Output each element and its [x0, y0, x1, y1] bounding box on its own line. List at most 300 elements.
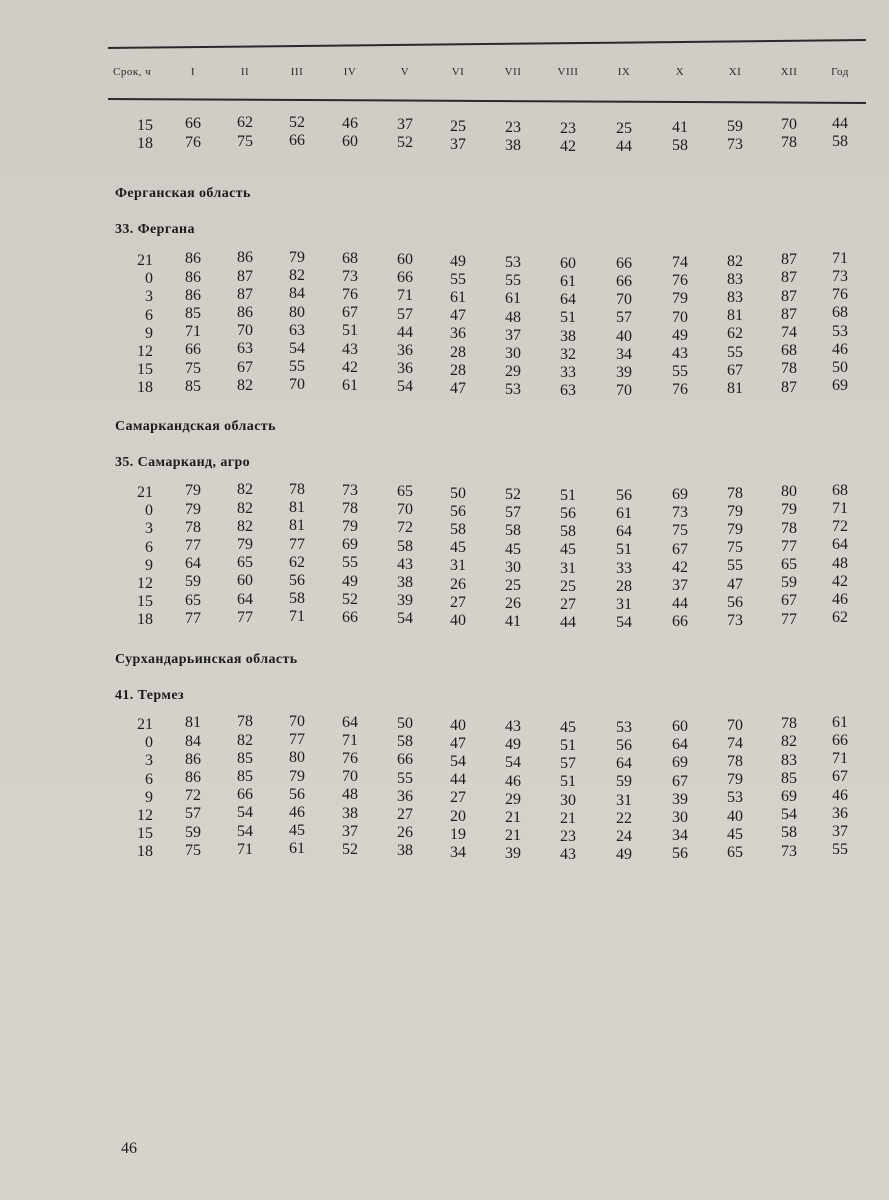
value-cell: 67 [672, 772, 688, 790]
table-row [0, 767, 889, 791]
value-cell: 28 [616, 577, 632, 595]
value-cell: 46 [505, 772, 521, 790]
value-cell: 37 [672, 577, 688, 595]
value-cell: 70 [397, 501, 413, 519]
value-cell: 54 [505, 754, 521, 772]
value-cell: 50 [832, 358, 848, 376]
value-cell: 78 [237, 713, 253, 731]
value-cell: 67 [832, 768, 848, 786]
value-cell: 30 [505, 345, 521, 362]
value-cell: 49 [342, 572, 358, 590]
value-cell: 72 [185, 787, 201, 805]
value-cell: 76 [185, 133, 201, 151]
header-month-column: XI [728, 66, 742, 78]
time-cell: 9 [145, 788, 153, 806]
table-row [0, 114, 889, 137]
value-cell: 73 [727, 612, 743, 630]
value-cell: 75 [185, 841, 201, 859]
header-month-column: V [400, 66, 410, 78]
value-cell: 81 [185, 714, 201, 732]
value-cell: 47 [450, 379, 466, 397]
value-cell: 25 [450, 117, 466, 135]
value-cell: 70 [289, 376, 305, 394]
table-row [0, 517, 889, 541]
value-cell: 51 [342, 322, 358, 340]
header-month-column: Год [831, 66, 849, 78]
table-row [0, 785, 889, 809]
table-row [0, 553, 889, 577]
value-cell: 26 [505, 595, 521, 613]
value-cell: 81 [727, 380, 743, 398]
value-cell: 27 [450, 593, 466, 611]
value-cell: 60 [397, 250, 413, 268]
value-cell: 27 [560, 596, 576, 614]
value-cell: 48 [832, 554, 848, 572]
value-cell: 31 [616, 791, 632, 809]
value-cell: 82 [237, 376, 253, 394]
time-cell: 0 [145, 734, 153, 752]
value-cell: 58 [672, 137, 688, 155]
value-cell: 76 [342, 286, 358, 303]
value-cell: 54 [397, 610, 413, 628]
value-cell: 43 [397, 555, 413, 573]
value-cell: 66 [397, 269, 413, 287]
value-cell: 39 [397, 592, 413, 610]
value-cell: 78 [781, 715, 797, 733]
value-cell: 87 [781, 378, 797, 396]
table-row [0, 249, 889, 272]
header-month-column: I [190, 66, 196, 78]
value-cell: 34 [672, 827, 688, 845]
value-cell: 43 [672, 345, 688, 363]
value-cell: 58 [505, 522, 521, 540]
value-cell: 53 [727, 789, 743, 807]
value-cell: 61 [560, 273, 576, 291]
value-cell: 67 [672, 540, 688, 558]
value-cell: 60 [237, 572, 253, 590]
value-cell: 85 [237, 767, 253, 785]
table-row [0, 749, 889, 773]
table-row [0, 713, 889, 736]
value-cell: 51 [616, 541, 632, 559]
value-cell: 66 [342, 609, 358, 626]
time-cell: 9 [145, 556, 153, 574]
value-cell: 79 [185, 500, 201, 518]
time-cell: 6 [145, 770, 153, 788]
value-cell: 38 [397, 842, 413, 860]
time-cell: 18 [137, 843, 153, 861]
value-cell: 78 [185, 518, 201, 536]
value-cell: 80 [289, 303, 305, 321]
header-month-column: VI [451, 66, 465, 78]
value-cell: 87 [781, 287, 797, 305]
value-cell: 43 [560, 846, 576, 864]
value-cell: 37 [342, 822, 358, 840]
value-cell: 56 [560, 505, 576, 523]
value-cell: 79 [289, 249, 305, 266]
table-row [0, 321, 889, 345]
value-cell: 33 [560, 364, 576, 382]
value-cell: 68 [832, 481, 848, 499]
time-cell: 3 [145, 288, 153, 306]
value-cell: 52 [289, 114, 305, 131]
value-cell: 26 [450, 575, 466, 593]
value-cell: 51 [560, 773, 576, 791]
value-cell: 78 [727, 753, 743, 771]
table-row [0, 340, 889, 363]
value-cell: 66 [672, 613, 688, 631]
value-cell: 87 [237, 267, 253, 285]
value-cell: 61 [450, 288, 466, 306]
value-cell: 77 [185, 537, 201, 554]
value-cell: 80 [289, 749, 305, 767]
value-cell: 77 [289, 535, 305, 553]
header-month-column: XII [780, 66, 798, 78]
value-cell: 58 [832, 132, 848, 150]
table-row [0, 590, 889, 614]
value-cell: 26 [397, 824, 413, 842]
value-cell: 52 [342, 841, 358, 858]
table-row [0, 822, 889, 846]
table-row [0, 499, 889, 523]
value-cell: 65 [397, 482, 413, 500]
value-cell: 86 [237, 303, 253, 321]
value-cell: 46 [342, 114, 358, 132]
value-cell: 21 [505, 827, 521, 845]
value-cell: 25 [616, 119, 632, 137]
value-cell: 77 [185, 609, 201, 627]
value-cell: 50 [397, 714, 413, 732]
time-cell: 18 [137, 135, 153, 153]
value-cell: 71 [832, 750, 848, 768]
value-cell: 74 [781, 323, 797, 341]
value-cell: 40 [727, 807, 743, 825]
value-cell: 64 [832, 536, 848, 554]
value-cell: 21 [505, 809, 521, 826]
value-cell: 60 [342, 132, 358, 150]
value-cell: 66 [397, 751, 413, 769]
value-cell: 70 [781, 116, 797, 134]
value-cell: 67 [342, 304, 358, 322]
value-cell: 27 [450, 789, 466, 807]
value-cell: 82 [727, 252, 743, 270]
table-top-rule [108, 39, 866, 49]
value-cell: 86 [185, 769, 201, 786]
table-row [0, 572, 889, 595]
value-cell: 71 [342, 731, 358, 749]
value-cell: 54 [781, 806, 797, 824]
value-cell: 56 [616, 737, 632, 755]
value-cell: 86 [185, 268, 201, 286]
value-cell: 44 [616, 138, 632, 156]
value-cell: 78 [781, 134, 797, 152]
value-cell: 46 [832, 340, 848, 358]
value-cell: 71 [185, 323, 201, 341]
value-cell: 44 [832, 114, 848, 132]
value-cell: 23 [505, 119, 521, 136]
table-header-rule [108, 98, 866, 104]
value-cell: 56 [672, 845, 688, 863]
value-cell: 36 [397, 341, 413, 359]
value-cell: 65 [727, 844, 743, 862]
value-cell: 69 [832, 377, 848, 395]
value-cell: 42 [342, 358, 358, 376]
table-row [0, 608, 889, 632]
value-cell: 58 [397, 733, 413, 751]
table-header-row [0, 66, 889, 90]
time-cell: 21 [137, 484, 153, 501]
station-title: 33. Фергана [115, 222, 195, 237]
value-cell: 67 [781, 592, 797, 610]
value-cell: 76 [832, 286, 848, 304]
value-cell: 64 [342, 713, 358, 731]
value-cell: 33 [616, 559, 632, 577]
value-cell: 78 [342, 499, 358, 517]
value-cell: 60 [560, 254, 576, 272]
value-cell: 61 [832, 713, 848, 731]
value-cell: 31 [450, 557, 466, 575]
header-month-column: II [240, 66, 250, 78]
region-title: Ферганская область [115, 186, 251, 201]
value-cell: 46 [289, 804, 305, 821]
value-cell: 55 [342, 554, 358, 572]
value-cell: 69 [781, 787, 797, 805]
value-cell: 49 [450, 252, 466, 270]
value-cell: 57 [397, 305, 413, 323]
value-cell: 69 [672, 754, 688, 772]
value-cell: 54 [237, 804, 253, 822]
value-cell: 79 [342, 518, 358, 535]
value-cell: 20 [450, 807, 466, 825]
value-cell: 55 [505, 272, 521, 290]
value-cell: 25 [505, 577, 521, 594]
time-cell: 18 [137, 379, 153, 397]
value-cell: 47 [450, 734, 466, 752]
region-title: Самаркандская область [115, 419, 276, 434]
value-cell: 70 [289, 713, 305, 730]
value-cell: 55 [727, 557, 743, 575]
value-cell: 83 [781, 751, 797, 769]
value-cell: 85 [185, 377, 201, 395]
value-cell: 63 [237, 340, 253, 358]
value-cell: 72 [832, 518, 848, 536]
value-cell: 53 [832, 322, 848, 340]
value-cell: 57 [560, 755, 576, 773]
header-time-column: Срок, ч [113, 66, 152, 78]
value-cell: 51 [560, 737, 576, 755]
value-cell: 58 [289, 590, 305, 608]
value-cell: 37 [397, 115, 413, 133]
value-cell: 68 [781, 342, 797, 360]
value-cell: 66 [237, 786, 253, 804]
value-cell: 65 [781, 555, 797, 573]
value-cell: 45 [560, 541, 576, 559]
value-cell: 66 [616, 254, 632, 272]
value-cell: 70 [616, 382, 632, 400]
table-row [0, 840, 889, 864]
value-cell: 42 [672, 558, 688, 576]
value-cell: 49 [672, 326, 688, 344]
value-cell: 52 [397, 134, 413, 152]
value-cell: 55 [832, 841, 848, 859]
value-cell: 53 [616, 718, 632, 736]
header-month-column: III [290, 66, 304, 78]
page-number: 46 [121, 1140, 137, 1157]
value-cell: 75 [237, 132, 253, 150]
value-cell: 65 [237, 554, 253, 572]
value-cell: 54 [450, 752, 466, 770]
value-cell: 45 [505, 540, 521, 558]
value-cell: 85 [781, 769, 797, 787]
value-cell: 70 [237, 322, 253, 340]
value-cell: 50 [450, 484, 466, 502]
value-cell: 70 [727, 716, 743, 734]
value-cell: 59 [727, 117, 743, 135]
value-cell: 56 [289, 785, 305, 803]
value-cell: 34 [616, 345, 632, 363]
value-cell: 79 [237, 535, 253, 553]
table-row [0, 376, 889, 400]
time-cell: 3 [145, 752, 153, 770]
value-cell: 86 [185, 250, 201, 268]
value-cell: 86 [185, 750, 201, 768]
value-cell: 53 [505, 381, 521, 399]
value-cell: 66 [616, 273, 632, 291]
value-cell: 36 [397, 787, 413, 805]
time-cell: 9 [145, 324, 153, 342]
value-cell: 66 [185, 115, 201, 133]
value-cell: 39 [616, 364, 632, 382]
value-cell: 58 [781, 824, 797, 842]
table-row [0, 535, 889, 559]
value-cell: 28 [450, 343, 466, 361]
value-cell: 70 [616, 291, 632, 309]
value-cell: 75 [727, 539, 743, 557]
value-cell: 61 [342, 377, 358, 394]
value-cell: 55 [450, 270, 466, 288]
value-cell: 55 [289, 358, 305, 376]
value-cell: 69 [672, 486, 688, 504]
value-cell: 79 [781, 501, 797, 519]
value-cell: 74 [727, 734, 743, 752]
value-cell: 85 [185, 305, 201, 322]
value-cell: 54 [616, 614, 632, 632]
value-cell: 82 [237, 481, 253, 499]
value-cell: 87 [781, 269, 797, 287]
value-cell: 51 [560, 309, 576, 327]
value-cell: 65 [185, 591, 201, 609]
value-cell: 37 [505, 326, 521, 344]
value-cell: 44 [672, 595, 688, 613]
value-cell: 68 [832, 304, 848, 322]
time-cell: 18 [137, 611, 153, 629]
value-cell: 39 [672, 790, 688, 808]
value-cell: 64 [672, 736, 688, 754]
table-row [0, 481, 889, 504]
time-cell: 15 [137, 117, 153, 134]
value-cell: 83 [727, 289, 743, 307]
value-cell: 45 [727, 825, 743, 843]
value-cell: 31 [560, 559, 576, 577]
value-cell: 59 [616, 773, 632, 791]
value-cell: 52 [505, 486, 521, 503]
time-cell: 15 [137, 825, 153, 843]
value-cell: 43 [505, 718, 521, 735]
value-cell: 82 [289, 267, 305, 285]
value-cell: 82 [781, 733, 797, 751]
value-cell: 36 [832, 804, 848, 822]
value-cell: 82 [237, 499, 253, 517]
value-cell: 71 [832, 249, 848, 267]
value-cell: 77 [237, 608, 253, 626]
time-cell: 21 [137, 252, 153, 269]
value-cell: 55 [397, 769, 413, 787]
value-cell: 72 [397, 519, 413, 537]
value-cell: 79 [727, 521, 743, 539]
value-cell: 62 [289, 553, 305, 571]
value-cell: 36 [397, 360, 413, 378]
value-cell: 58 [450, 520, 466, 538]
value-cell: 29 [505, 363, 521, 381]
value-cell: 71 [289, 608, 305, 626]
value-cell: 36 [450, 325, 466, 343]
value-cell: 73 [672, 504, 688, 522]
value-cell: 22 [616, 809, 632, 827]
value-cell: 37 [450, 135, 466, 153]
value-cell: 74 [672, 254, 688, 272]
value-cell: 48 [505, 308, 521, 326]
value-cell: 53 [505, 254, 521, 271]
value-cell: 77 [781, 537, 797, 555]
value-cell: 69 [342, 536, 358, 554]
value-cell: 78 [727, 484, 743, 502]
value-cell: 71 [397, 287, 413, 305]
time-cell: 0 [145, 502, 153, 520]
value-cell: 28 [450, 361, 466, 379]
value-cell: 56 [289, 572, 305, 589]
value-cell: 24 [616, 828, 632, 846]
value-cell: 38 [560, 327, 576, 345]
value-cell: 64 [237, 590, 253, 608]
header-month-column: X [675, 66, 685, 78]
value-cell: 25 [560, 577, 576, 595]
value-cell: 42 [560, 138, 576, 156]
value-cell: 62 [727, 325, 743, 343]
value-cell: 64 [560, 291, 576, 309]
value-cell: 43 [342, 340, 358, 358]
value-cell: 73 [727, 135, 743, 153]
value-cell: 55 [727, 343, 743, 361]
value-cell: 67 [727, 361, 743, 379]
value-cell: 38 [397, 573, 413, 591]
header-month-column: IX [617, 66, 631, 78]
value-cell: 61 [616, 505, 632, 523]
value-cell: 81 [289, 499, 305, 517]
value-cell: 57 [616, 309, 632, 327]
value-cell: 73 [781, 842, 797, 860]
value-cell: 66 [289, 132, 305, 150]
value-cell: 29 [505, 790, 521, 808]
value-cell: 55 [672, 363, 688, 381]
value-cell: 81 [289, 517, 305, 535]
value-cell: 38 [342, 804, 358, 822]
value-cell: 30 [672, 809, 688, 827]
value-cell: 45 [560, 718, 576, 736]
value-cell: 56 [616, 486, 632, 504]
value-cell: 59 [185, 573, 201, 591]
value-cell: 84 [185, 732, 201, 750]
value-cell: 81 [727, 307, 743, 325]
